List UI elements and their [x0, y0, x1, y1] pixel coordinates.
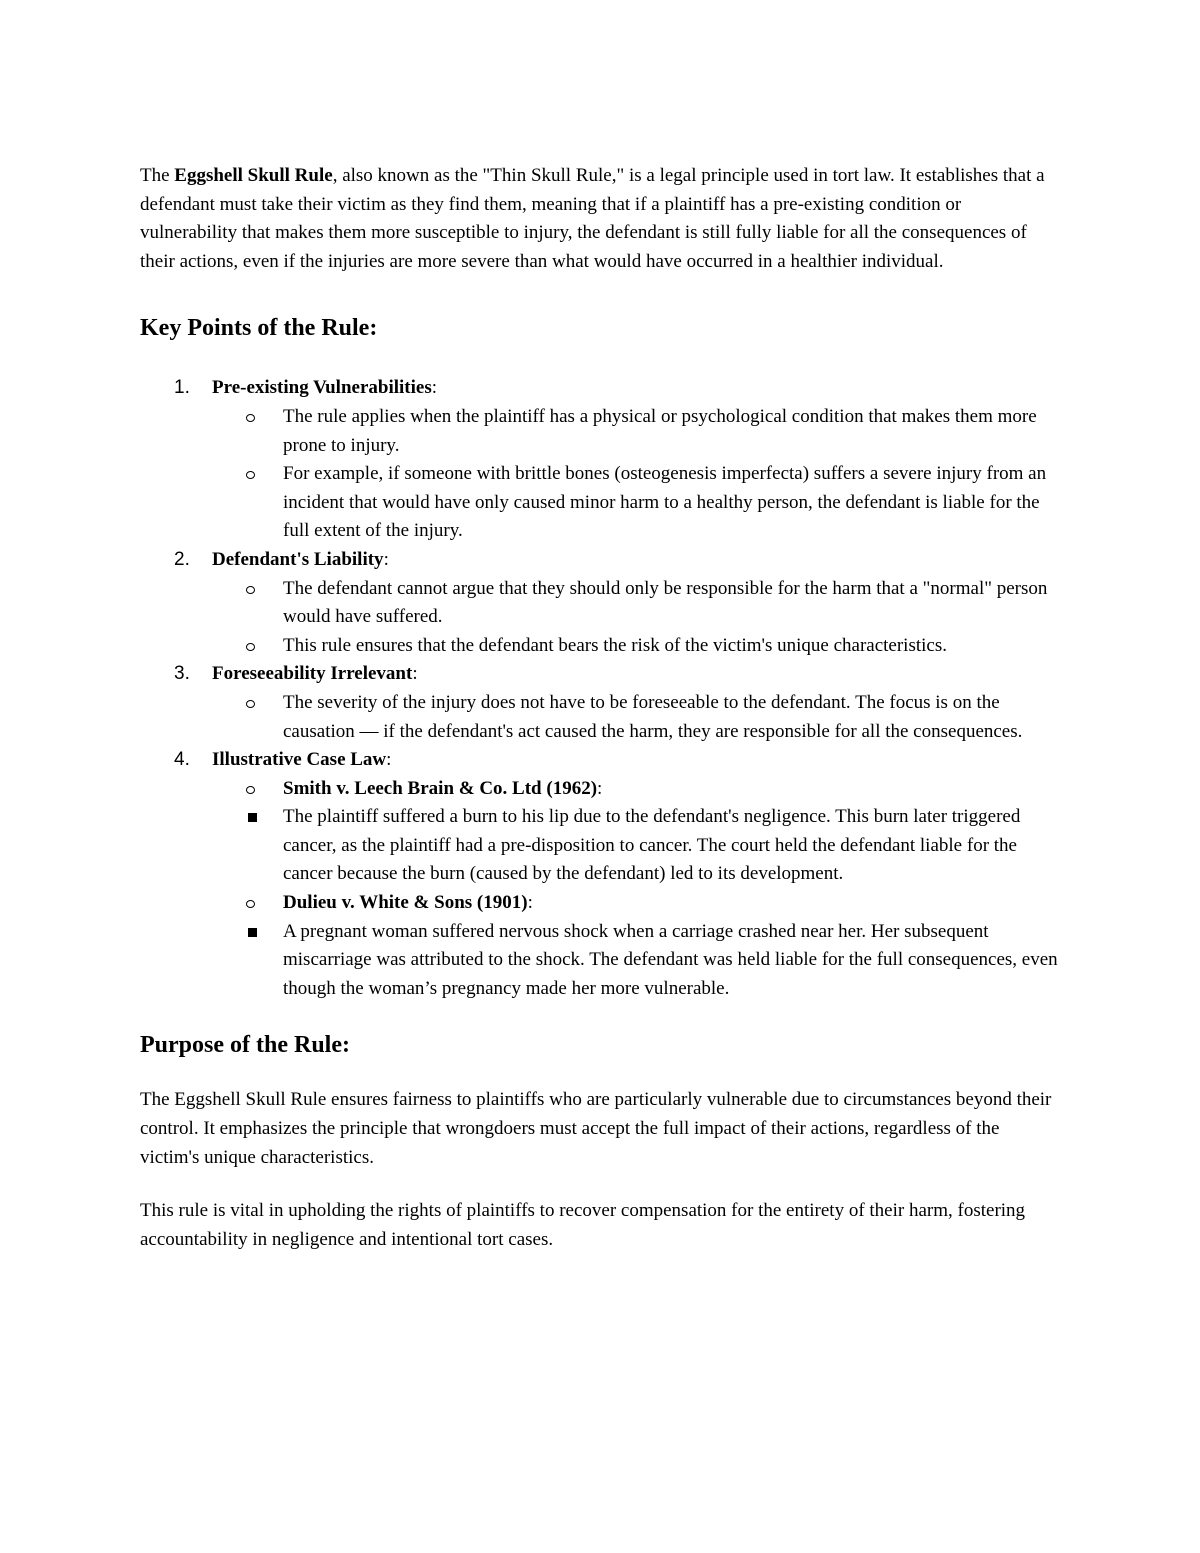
intro-post: , also known as the "Thin Skull Rule," is a legal principle used in tort law. It establishes that a defendant must take their victim as they find them, meaning that if a plaintiff has a pre-existing condition or vulnerability that makes them more susceptible to injury, the defendant is still fully liable for all the consequences of their actions, even if the injuries are more severe than what would have occurred in a healthier individual. [140, 165, 1045, 272]
intro-paragraph [140, 162, 1060, 276]
circle-bullet-icon [246, 586, 255, 594]
list-number: 2. [174, 548, 190, 570]
list-number: 3. [174, 663, 190, 685]
case-item [140, 889, 1060, 1003]
list-item [140, 546, 1060, 660]
case-detail-item [212, 803, 1060, 889]
sub-list-item [140, 575, 1060, 632]
sub-item-text: The severity of the injury does not have to be foreseeable to the defendant. The focus is on the causation — if the defendant's act caused the harm, they are responsible for all the consequences. [283, 691, 1023, 742]
point-colon: : [412, 663, 418, 685]
key-points-list [140, 374, 1060, 1003]
point-colon: : [383, 548, 389, 570]
circle-bullet-icon [246, 471, 255, 479]
list-item [140, 660, 1060, 746]
case-detail-text: The plaintiff suffered a burn to his lip due to the defendant's negligence. This burn later triggered cancer, as the plaintiff had a pre-disposition to cancer. The court held the defendant liable for the cancer because the burn (caused by the defendant) led to its development. [283, 806, 1021, 885]
purpose-heading: Purpose of the Rule: [140, 1032, 350, 1059]
list-item [140, 746, 1060, 1003]
point-title: Pre-existing Vulnerabilities [212, 377, 432, 399]
document-page [140, 162, 1060, 1254]
case-colon: : [597, 777, 603, 799]
circle-bullet-icon [246, 786, 255, 794]
point-colon: : [431, 377, 438, 399]
sub-list-item [140, 460, 1060, 546]
case-colon: : [527, 892, 533, 914]
list-number: 4. [174, 749, 190, 771]
case-detail-list [283, 803, 1060, 889]
case-title: Dulieu v. White & Sons (1901) [283, 892, 528, 914]
circle-bullet-icon [246, 700, 255, 708]
case-title: Smith v. Leech Brain & Co. Ltd (1962) [283, 777, 598, 799]
sub-item-text: The defendant cannot argue that they should only be responsible for the harm that a "normal" person would have suffered. [283, 577, 1048, 628]
key-points-heading: Key Points of the Rule: [140, 315, 378, 342]
square-bullet-icon [248, 813, 257, 822]
sub-list [140, 403, 1060, 546]
purpose-paragraph-2: This rule is vital in upholding the rights of plaintiffs to recover compensation for the entirety of their harm, fostering accountability in negligence and intentional tort cases. [140, 1200, 1026, 1250]
circle-bullet-icon [246, 643, 255, 651]
intro-pre: The [140, 165, 175, 186]
sub-list-item [140, 632, 1060, 661]
sub-list [140, 775, 1060, 1004]
point-title: Foreseeability Irrelevant [212, 663, 413, 685]
sub-list [140, 689, 1060, 746]
sub-list-item [140, 689, 1060, 746]
sub-item-text: This rule ensures that the defendant bears the risk of the victim's unique characteristics. [283, 634, 947, 656]
case-detail-item [212, 918, 1060, 1004]
list-item [140, 374, 1060, 546]
sub-list [140, 575, 1060, 661]
point-title: Illustrative Case Law [212, 749, 387, 771]
circle-bullet-icon [246, 414, 255, 422]
intro-term: Eggshell Skull Rule [174, 165, 333, 186]
point-title: Defendant's Liability [212, 548, 384, 570]
purpose-paragraph-1: The Eggshell Skull Rule ensures fairness to plaintiffs who are particularly vulnerable due to circumstances beyond their control. It emphasizes the principle that wrongdoers must accept the full impact of their actions, regardless of the victim's unique characteristics. [140, 1089, 1052, 1168]
sub-item-text: For example, if someone with brittle bones (osteogenesis imperfecta) suffers a severe injury from an incident that would have only caused minor harm to a healthy person, the defendant is liable for the full extent of the injury. [283, 463, 1047, 542]
circle-bullet-icon [246, 900, 255, 908]
case-detail-list [283, 918, 1060, 1004]
square-bullet-icon [248, 928, 257, 937]
case-detail-text: A pregnant woman suffered nervous shock when a carriage crashed near her. Her subsequent miscarriage was attributed to the shock. The defendant was held liable for the full consequences, even though the woman’s pregnancy made her more vulnerable. [283, 920, 1058, 999]
point-colon: : [386, 749, 392, 771]
list-number: 1. [174, 377, 190, 399]
sub-list-item [140, 403, 1060, 460]
case-item [140, 775, 1060, 889]
sub-item-text: The rule applies when the plaintiff has a physical or psychological condition that makes them more prone to injury. [283, 405, 1037, 456]
